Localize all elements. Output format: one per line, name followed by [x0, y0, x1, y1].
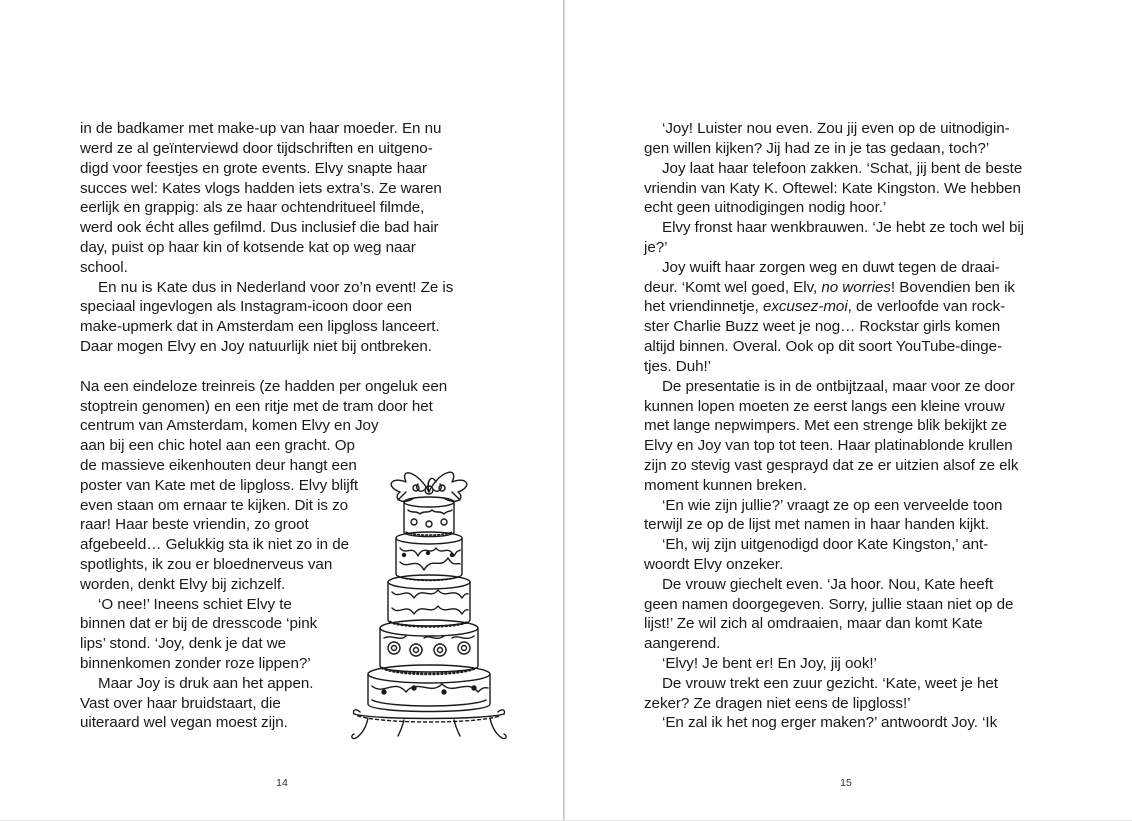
text-line: Elvy fronst haar wenkbrauwen. ‘Je hebt ze toch wel bij [662, 219, 1024, 236]
italic-phrase: excusez-moi [762, 298, 848, 315]
text-line: poster van Kate met de lipgloss. Elvy blijft [80, 477, 359, 494]
text-line: eerlijk en grappig: als ze haar ochtendritueel filmde, [80, 199, 425, 216]
text-line: raar! Haar beste vriendin, zo groot [80, 516, 309, 533]
cake-tier-2 [396, 532, 462, 581]
text-line: Elvy en Joy van top tot teen. Haar platinablonde krullen [644, 437, 1013, 454]
text-line: met lange nepwimpers. Met een strenge blik bekijkt ze [644, 417, 1007, 434]
text-line: ‘En zal ik het nog erger maken?’ antwoordt Joy. ‘Ik [662, 714, 998, 731]
right-page [565, 0, 1132, 821]
text-line: binnenkomen zonder roze lippen?’ [80, 655, 311, 672]
text-line: even staan om ernaar te kijken. Dit is zo [80, 497, 349, 514]
text-line: succes wel: Kates vlogs hadden iets extra’s. Ze waren [80, 180, 442, 197]
wedding-cake-icon [344, 452, 514, 744]
text-line: digd voor feestjes en grote events. Elvy snapte haar [80, 160, 427, 177]
text-line: ‘Elvy! Je bent er! En Joy, jij ook!’ [662, 655, 877, 672]
text-line: je?’ [644, 239, 668, 256]
text-line: Daar mogen Elvy en Joy natuurlijk niet bij ontbreken. [80, 338, 432, 355]
text-line: gen willen kijken? Jij had ze in je tas gedaan, toch?’ [644, 140, 990, 157]
text-line: Maar Joy is druk aan het appen. [98, 675, 314, 692]
cake-tier-3 [388, 575, 470, 627]
text-line: ‘O nee!’ Ineens schiet Elvy te [98, 596, 292, 613]
text-line: aangerend. [644, 635, 721, 652]
italic-phrase: no worries [821, 279, 891, 296]
text-line: school. [80, 259, 128, 276]
text-line: lijst!’ Ze wil zich al omdraaien, maar dan komt Kate [644, 615, 983, 632]
text-line: zijn zo stevig vast gesprayd dat ze er uitzien alsof ze elk [644, 457, 1019, 474]
text-line: centrum van Amsterdam, komen Elvy en Joy [80, 417, 379, 434]
text-line: aan bij een chic hotel aan een gracht. Op [80, 437, 355, 454]
text-line: day, puist op haar kin of kotsende kat op weg naar [80, 239, 416, 256]
text-line: speciaal ingevlogen als Instagram-icoon door een [80, 298, 412, 315]
text-line-italic: deur. ‘Komt wel goed, Elv, no worries! Bovendien ben ik [644, 279, 1015, 296]
text-line: echt geen uitnodigingen nodig hoor.’ [644, 199, 887, 216]
text-line: uiteraard wel vegan moest zijn. [80, 714, 288, 731]
text-line: zeker? Ze dragen niet eens de lipgloss!’ [644, 695, 911, 712]
text-line: ‘En wie zijn jullie?’ vraagt ze op een verveelde toon [662, 497, 1003, 514]
text-line: De presentatie is in de ontbijtzaal, maar voor ze door [662, 378, 1015, 395]
page-number: 15 [840, 777, 852, 789]
text-line: vriendin van Katy K. Oftewel: Kate Kingston. We hebben [644, 180, 1021, 197]
cake-stand [352, 710, 506, 739]
text-line: worden, denkt Elvy bij zichzelf. [80, 576, 286, 593]
text-line: tjes. Duh!’ [644, 358, 711, 375]
text-line: ‘Eh, wij zijn uitgenodigd door Kate Kingston,’ ant- [662, 536, 989, 553]
page-number: 14 [276, 777, 288, 789]
text-line: Na een eindeloze treinreis (ze hadden per ongeluk een [80, 378, 448, 395]
text-line: make-upmerk dat in Amsterdam een lipgloss lanceert. [80, 318, 440, 335]
text-line-italic: het vriendinnetje, excusez-moi, de verloofde van rock- [644, 298, 1006, 315]
text-line: spotlights, ik zou er bloednerveus van [80, 556, 333, 573]
text-line: Vast over haar bruidstaart, die [80, 695, 281, 712]
text-line: altijd binnen. Overal. Ook op dit soort YouTube-dinge- [644, 338, 1003, 355]
text-line: binnen dat er bij de dresscode ‘pink [80, 615, 318, 632]
text-line: Joy laat haar telefoon zakken. ‘Schat, jij bent de beste [662, 160, 1023, 177]
text-line: lips’ stond. ‘Joy, denk je dat we [80, 635, 287, 652]
text-line: afgebeeld… Gelukkig sta ik niet zo in de [80, 536, 350, 553]
text-line: En nu is Kate dus in Nederland voor zo’n event! Ze is [98, 279, 454, 296]
cake-tier-1 [404, 497, 454, 537]
text-line: werd ook écht alles gefilmd. Dus inclusief die bad hair [80, 219, 439, 236]
text-line: de massieve eikenhouten deur hangt een [80, 457, 357, 474]
text-line: werd ze al geïnterviewd door tijdschriften en uitgeno- [80, 140, 433, 157]
text-line: stoptrein genomen) en een ritje met de tram door het [80, 398, 433, 415]
text-line: woordt Elvy onzeker. [644, 556, 784, 573]
text-line: kunnen lopen moeten ze eerst langs een kleine vrouw [644, 398, 1005, 415]
left-page [0, 0, 563, 821]
text-line: De vrouw giechelt even. ‘Ja hoor. Nou, Kate heeft [662, 576, 994, 593]
text-line: moment kunnen breken. [644, 477, 807, 494]
text-line: geen namen doorgegeven. Sorry, jullie staan niet op de [644, 596, 1014, 613]
text-line: De vrouw trekt een zuur gezicht. ‘Kate, weet je het [662, 675, 998, 692]
text-line: ‘Joy! Luister nou even. Zou jij even op de uitnodigin- [662, 120, 1010, 137]
text-line: Joy wuift haar zorgen weg en duwt tegen de draai- [662, 259, 1000, 276]
text-line: ster Charlie Buzz weet je nog… Rockstar girls komen [644, 318, 1001, 335]
text-line: in de badkamer met make-up van haar moeder. En nu [80, 120, 442, 137]
text-line: terwijl ze op de lijst met namen in haar handen kijkt. [644, 516, 990, 533]
